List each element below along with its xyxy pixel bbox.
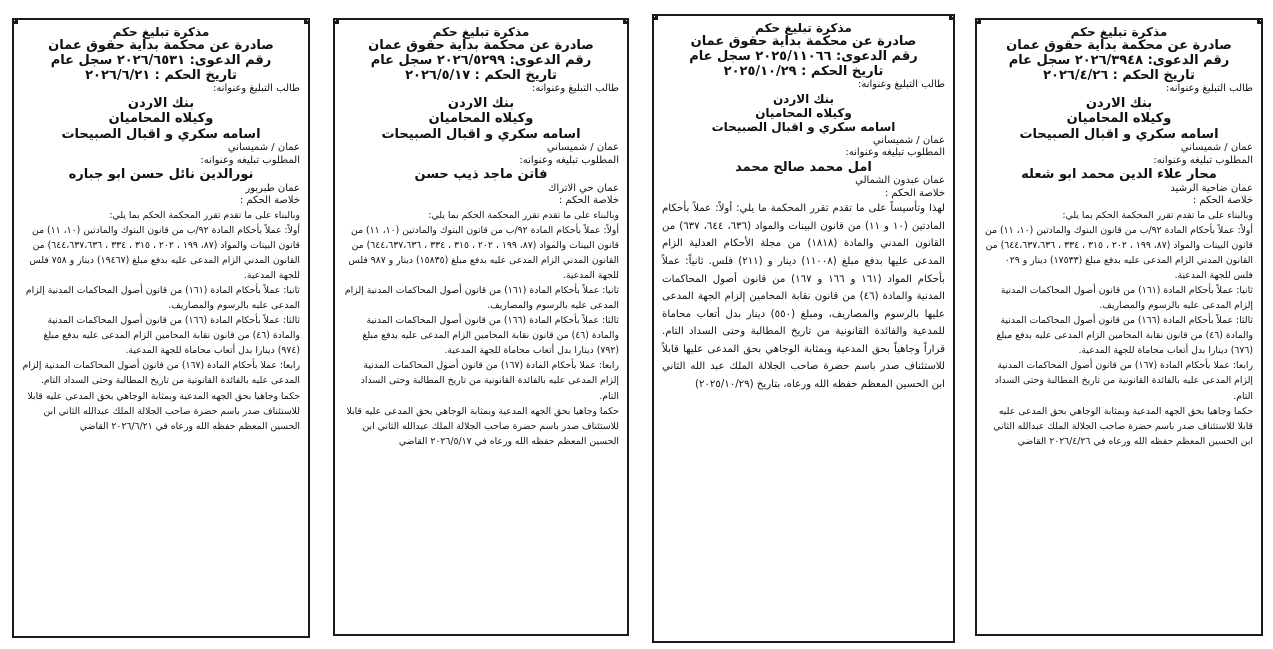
defendant-name: نورالدين نائل حسن ابو جباره <box>68 167 254 183</box>
judgment-paragraph: حكما وجاهيا بحق الجهه المدعية وبمثابة الوجاهي بحق المدعى عليه قابلا للاستئناف صدر باسم حضرة صاحب الجلالة الملك عبدالله الثاني ابن الحسين المعظم حفظه الله ورعاه في ٢٠٢٦/٥/١٧ القاضي <box>346 405 619 447</box>
court-name: صادرة عن محكمة بداية حقوق عمان <box>48 38 274 54</box>
requester-names <box>343 96 619 143</box>
requester-address: عمان / شميساني <box>227 142 300 154</box>
case-number: رقم الدعوى: ٢٠٢٦/٦٥٣١ سجل عام <box>50 52 272 68</box>
court-name: صادرة عن محكمة بداية حقوق عمان <box>1006 38 1232 54</box>
requester-line: وكيلاه المحاميان <box>755 105 852 120</box>
judgment-paragraph: حكما وجاهيا بحق الجهه المدعية وبمثابة الوجاهي بحق المدعى عليه قابلا للاستئناف صدر باسم حضرة صاحب الجلالة الملك عبدالله الثاني ابن الحسين المعظم حفظه الله ورعاه في ٢٠٢٦/٤/٢٦ القاضي <box>993 405 1253 447</box>
notice-title: مذكرة تبليغ حكم <box>112 25 210 39</box>
judgment-date: تاريخ الحكم : ٢٠٢٦/٥/١٧ <box>405 67 557 83</box>
judgment-paragraph: أولاً: عملاً بأحكام المادة ٩٢/ب من قانون البنوك والمادتين (١٠، ١١) من قانون البينات والمواد (٨٧، ١٩٩ ، ٢٠٢ ، ٣١٥ ، ٣٣٤ ، ٦٤٤،٦٣٧،٦٣٦) من القانون المدني الزام المدعى عليه بدفع مبلغ (١٥٨٣٥) دينار و ٩٨٧ فلس للجهة المدعية. <box>348 225 619 282</box>
notice-header <box>985 26 1253 83</box>
corner-ornament-icon <box>12 18 18 24</box>
notice-header <box>343 26 619 83</box>
corner-ornament-icon <box>304 18 310 24</box>
judgment-date: تاريخ الحكم : ٢٠٢٥/١٠/٢٩ <box>723 63 884 79</box>
requester-names <box>985 96 1253 143</box>
requester-line: اسامه سكري و اقبال الصبيحات <box>711 120 896 135</box>
requester-label: طالب التبليغ وعنوانه: <box>212 83 300 95</box>
requester-line: اسامه سكري و اقبال الصبيحات <box>1019 126 1219 142</box>
notice-title: مذكرة تبليغ حكم <box>1070 25 1168 39</box>
judgment-date: تاريخ الحكم : ٢٠٢٦/٦/٢١ <box>85 67 237 83</box>
defendant-name: امل محمد صالح محمد <box>735 159 872 175</box>
case-number: رقم الدعوى: ٢٠٢٥/١١٠٦٦ سجل عام <box>689 48 918 64</box>
judgment-paragraph: رابعا: عملا بأحكام المادة (١٦٧) من قانون أصول المحاكمات المدنية إلزام المدعى عليه بالفائدة القانونية من تاريخ المطالبة وحتى السداد التام. <box>22 360 300 387</box>
judgment-date: تاريخ الحكم : ٢٠٢٦/٤/٢٦ <box>1043 67 1195 83</box>
requester-line: بنك الاردن <box>127 95 195 111</box>
judgment-paragraph: وبالبناء على ما تقدم تقرر المحكمة الحكم بما يلي: <box>428 209 619 221</box>
defendant-name: فاتن ماجد ذيب حسن <box>414 167 548 183</box>
case-number: رقم الدعوى: ٢٠٢٦/٣٩٤٨ سجل عام <box>1008 52 1230 68</box>
requester-address: عمان / شميساني <box>872 134 945 146</box>
judgment-paragraph: أولاً: عملاً بأحكام المادة ٩٢/ب من قانون البنوك والمادتين (١٠، ١١) من قانون البينات والمواد (٨٧، ١٩٩ ، ٢٠٢ ، ٣١٥ ، ٣٣٤ ، ٦٤٤،٦٣٧،٦٣٦) من القانون المدني الزام المدعى عليه بدفع مبلغ (١٧٥٣٣) دينار و ٠٢٩ فلس للجهة المدعية. <box>985 225 1253 282</box>
summary-label: خلاصة الحكم : <box>884 187 945 199</box>
notice-1 <box>975 18 1263 636</box>
summary-label: خلاصة الحكم : <box>239 195 300 207</box>
judgment-paragraph: حكما وجاهيا بحق الجهه المدعية وبمثابة الوجاهي بحق المدعى عليه قابلا للاستئناف صدر باسم حضرة صاحب الجلالة الملك عبدالله الثاني ابن الحسين المعظم حفظه الله ورعاه في ٢٠٢٦/٦/٢١ القاضي <box>27 390 300 432</box>
requester-names <box>22 96 300 143</box>
requester-line: وكيلاه المحاميان <box>1066 111 1172 127</box>
requester-line: وكيلاه المحاميان <box>108 111 214 127</box>
judgment-body <box>662 200 945 393</box>
requester-line: اسامه سكري و اقبال الصبيحات <box>61 126 261 142</box>
requester-names <box>662 92 945 135</box>
judgment-paragraph: ثانيا: عملاً بأحكام المادة (١٦١) من قانون أصول المحاكمات المدنية إلزام المدعى عليه بالرسوم والمصاريف. <box>1000 285 1253 312</box>
requester-address: عمان / شميساني <box>1180 142 1253 154</box>
requester-line: وكيلاه المحاميان <box>428 111 534 127</box>
corner-ornament-icon <box>975 18 981 24</box>
corner-ornament-icon <box>623 18 629 24</box>
corner-ornament-icon <box>949 14 955 20</box>
judgment-paragraph: وبالبناء على ما تقدم تقرر المحكمة الحكم بما يلي: <box>1062 209 1253 221</box>
requester-label: طالب التبليغ وعنوانه: <box>857 79 945 91</box>
notice-2 <box>652 14 955 643</box>
summary-label: خلاصة الحكم : <box>558 195 619 207</box>
requester-label: طالب التبليغ وعنوانه: <box>1165 83 1253 95</box>
judgment-paragraph: ثانيا: عملاً بأحكام المادة (١٦١) من قانون أصول المحاكمات المدنية إلزام المدعى عليه بالرسوم والمصاريف. <box>25 285 300 312</box>
judgment-paragraph: رابعا: عملا بأحكام المادة (١٦٧) من قانون أصول المحاكمات المدنية إلزام المدعى عليه بالفائدة القانونية من تاريخ المطالبة وحتى السداد التام. <box>360 360 619 402</box>
court-name: صادرة عن محكمة بداية حقوق عمان <box>690 34 917 50</box>
corner-ornament-icon <box>1257 18 1263 24</box>
defendant-address: عمان حي الاتراك <box>548 182 619 194</box>
requester-line: بنك الاردن <box>1085 95 1153 111</box>
judgment-paragraph: ثانيا: عملاً بأحكام المادة (١٦١) من قانون أصول المحاكمات المدنية إلزام المدعى عليه بالرسوم والمصاريف. <box>344 285 619 312</box>
defendant-label: المطلوب تبليغه وعنوانه: <box>519 154 619 166</box>
notice-4 <box>12 18 310 638</box>
defendant-address: عمان عبدون الشمالي <box>855 175 945 187</box>
notice-header <box>22 26 300 83</box>
summary-label: خلاصة الحكم : <box>1192 195 1253 207</box>
requester-line: اسامه سكري و اقبال الصبيحات <box>381 126 581 142</box>
notice-title: مذكرة تبليغ حكم <box>432 25 530 39</box>
judgment-paragraph: ثالثا: عملاً بأحكام المادة (١٦٦) من قانون أصول المحاكمات المدنية والمادة (٤٦) من قانون نقابة المحامين الزام المدعى عليه بدفع مبلغ (٧٩٢) دينارا بدل أتعاب محاماة للجهة المدعية. <box>362 315 619 357</box>
judgment-paragraph: ثالثا: عملاً بأحكام المادة (١٦٦) من قانون أصول المحاكمات المدنية والمادة (٤٦) من قانون نقابة المحامين الزام المدعى عليه بدفع مبلغ (٦٧٦) دينارا بدل أتعاب محاماة للجهة المدعية. <box>996 315 1253 357</box>
defendant-label: المطلوب تبليغه وعنوانه: <box>200 154 300 166</box>
defendant-label: المطلوب تبليغه وعنوانه: <box>1153 154 1253 166</box>
judgment-body <box>985 208 1253 449</box>
notice-title: مذكرة تبليغ حكم <box>755 21 852 35</box>
notice-3 <box>333 18 629 636</box>
judgment-paragraph: رابعا: عملا بأحكام المادة (١٦٧) من قانون أصول المحاكمات المدنية إلزام المدعى عليه بالفائدة القانونية من تاريخ المطالبة وحتى السداد التام. <box>994 360 1253 402</box>
defendant-address: عمان ضاحية الرشيد <box>1170 182 1253 194</box>
requester-line: بنك الاردن <box>772 91 835 106</box>
defendant-name: محار علاء الدين محمد ابو شعله <box>1021 167 1217 183</box>
judgment-paragraph: وبالبناء على ما تقدم تقرر المحكمة الحكم بما يلي: <box>109 209 300 221</box>
requester-line: بنك الاردن <box>447 95 515 111</box>
judgment-paragraph: لهذا وتأسيساً على ما تقدم تقرر المحكمة ما يلي: أولاً: عملاً بأحكام المادتين (١٠ و ١١) من قانون البينات والمواد (٦٣٦، ٦٤٤، ٦٣٧) من القانون المدني والمادة (١٨١٨) من مجلة الأحكام العدلية الزام المدعى عليها بدفع مبلغ (١١٠٠٨) دينار و (٢١١) فلس. ثانياً: عملاً بأحكام المواد (١٦١ و ١٦٦ و ١٦٧) من قانون أصول المحاكمات المدنية والمادة (٤٦) من قانون نقابة المحامين إلزام الجهة المدعى عليها بالرسوم والمصاريف، ومبلغ (٥٥٠) دينار بدل أتعاب محاماة للمدعية والفائدة القانونية من تاريخ المطالبة وحتى السداد التام. قراراً وجاهياً بحق المدعية وبمثابة الوجاهي بحق المدعى عليها قابلاً للاستئناف صدر باسم حضرة صاحب الجلالة الملك عبد الله الثاني ابن الحسين المعظم حفظه الله ورعاه، بتاريخ (٢٠٢٥/١٠/٢٩) <box>662 203 946 390</box>
defendant-label: المطلوب تبليغه وعنوانه: <box>845 147 945 159</box>
corner-ornament-icon <box>652 14 658 20</box>
judgment-paragraph: أولاً: عملاً بأحكام المادة ٩٢/ب من قانون البنوك والمادتين (١٠، ١١) من قانون البينات والمواد (٨٧، ١٩٩ ، ٢٠٢ ، ٣١٥ ، ٣٣٤ ، ٦٤٤،٦٣٧،٦٣٦) من القانون المدني الزام المدعى عليه بدفع مبلغ (١٩٤٦٧) دينار و ٧٥٨ فلس للجهة المدعية. <box>29 225 300 282</box>
defendant-address: عمان طبربور <box>245 182 300 194</box>
requester-label: طالب التبليغ وعنوانه: <box>531 83 619 95</box>
court-name: صادرة عن محكمة بداية حقوق عمان <box>368 38 594 54</box>
case-number: رقم الدعوى: ٢٠٢٦/٥٢٩٩ سجل عام <box>370 52 592 68</box>
judgment-paragraph: ثالثا: عملاً بأحكام المادة (١٦٦) من قانون أصول المحاكمات المدنية والمادة (٤٦) من قانون نقابة المحامين الزام المدعى عليه بدفع مبلغ (٩٧٤) دينارا بدل أتعاب محاماة للجهة المدعية. <box>43 315 300 357</box>
requester-address: عمان / شميساني <box>546 142 619 154</box>
judgment-body <box>343 208 619 449</box>
corner-ornament-icon <box>333 18 339 24</box>
notice-header <box>662 22 945 79</box>
judgment-body <box>22 208 300 434</box>
